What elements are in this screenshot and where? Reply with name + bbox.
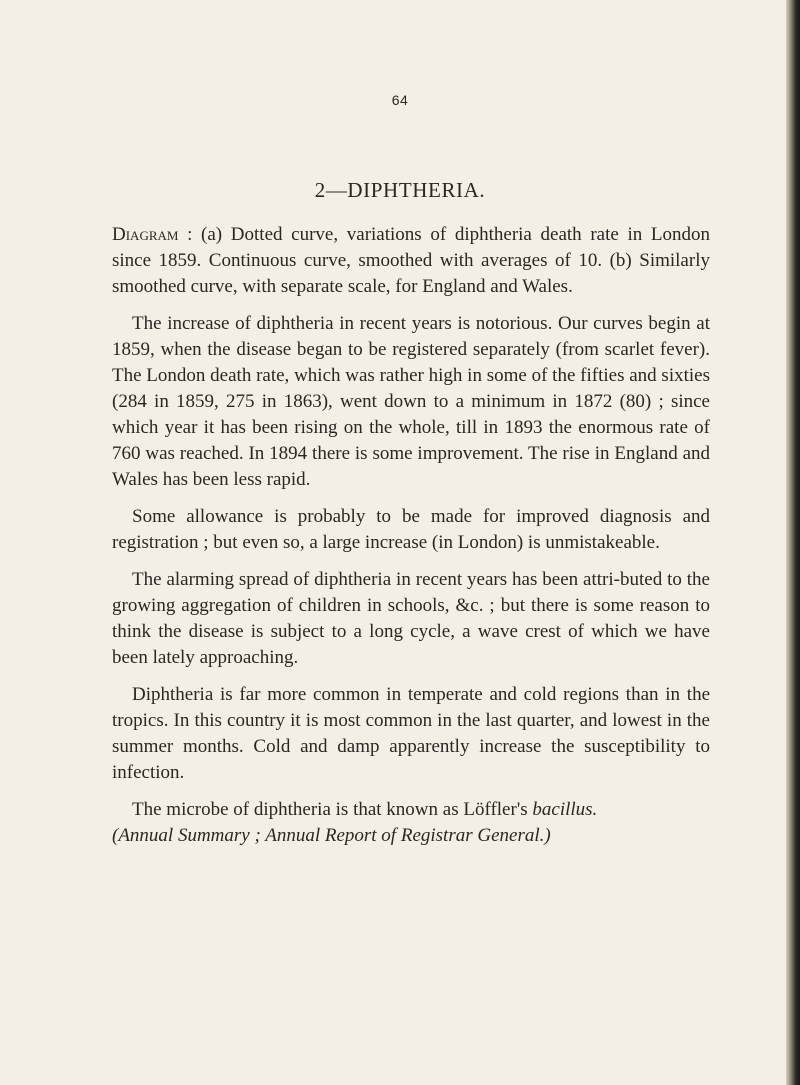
paragraph: Diphtheria is far more common in temperate and cold regions than in the tropics. In this country it is most common in the last quarter, and lowest in the summer months. Cold and damp apparently increase the susceptibility to infection. [112, 684, 710, 783]
marker-a: (a) [201, 224, 223, 245]
diagram-label: Diagram [112, 224, 179, 245]
paragraph: The increase of diphtheria in recent years is notorious. Our curves begin at 1859, when the disease began to be registered separately (from scarlet fever). The London death rate, which was rather high in some of the fifties and sixties (284 in 1859, 275 in 1863), went down to a minimum in 1872 (80) ; since which year it has been rising on the whole, till in 1893 the enormous rate of 760 was reached. In 1894 there is some improvement. The rise in England and Wales has been less rapid. [112, 313, 710, 490]
paragraph: Some allowance is probably to be made for improved diagnosis and registration ; but even so, a large increase (in London) is unmistakeable. [112, 506, 710, 553]
diagram-caption [112, 222, 710, 300]
caption-a-text: Dotted curve, variations of diphtheria death rate in London since 1859. Continuous curve, smoothed with averages of 10. [112, 224, 710, 271]
body-text [112, 222, 710, 860]
marker-b: (b) [609, 250, 632, 271]
diagram-colon: : [178, 224, 202, 245]
page-binding-edge [786, 0, 800, 1085]
section-heading: 2—DIPHTHERIA. [314, 178, 486, 202]
bacillus-word: bacillus. [532, 799, 598, 820]
page-number: 64 [391, 92, 409, 108]
microbe-text: The microbe of diphtheria is that known as Löffler's [132, 799, 533, 820]
caption-b-text: Similarly smoothed curve, with separate scale, for England and Wales. [112, 250, 710, 297]
paragraph: The alarming spread of diphtheria in recent years has been attri-buted to the growing aggregation of children in schools, &c. ; but there is some reason to think the disease is subject to a long cycle, a wave crest of which we have been lately approaching. [112, 569, 710, 668]
source-citation: (Annual Summary ; Annual Report of Registrar General.) [112, 825, 551, 846]
paragraph-last [112, 797, 710, 849]
